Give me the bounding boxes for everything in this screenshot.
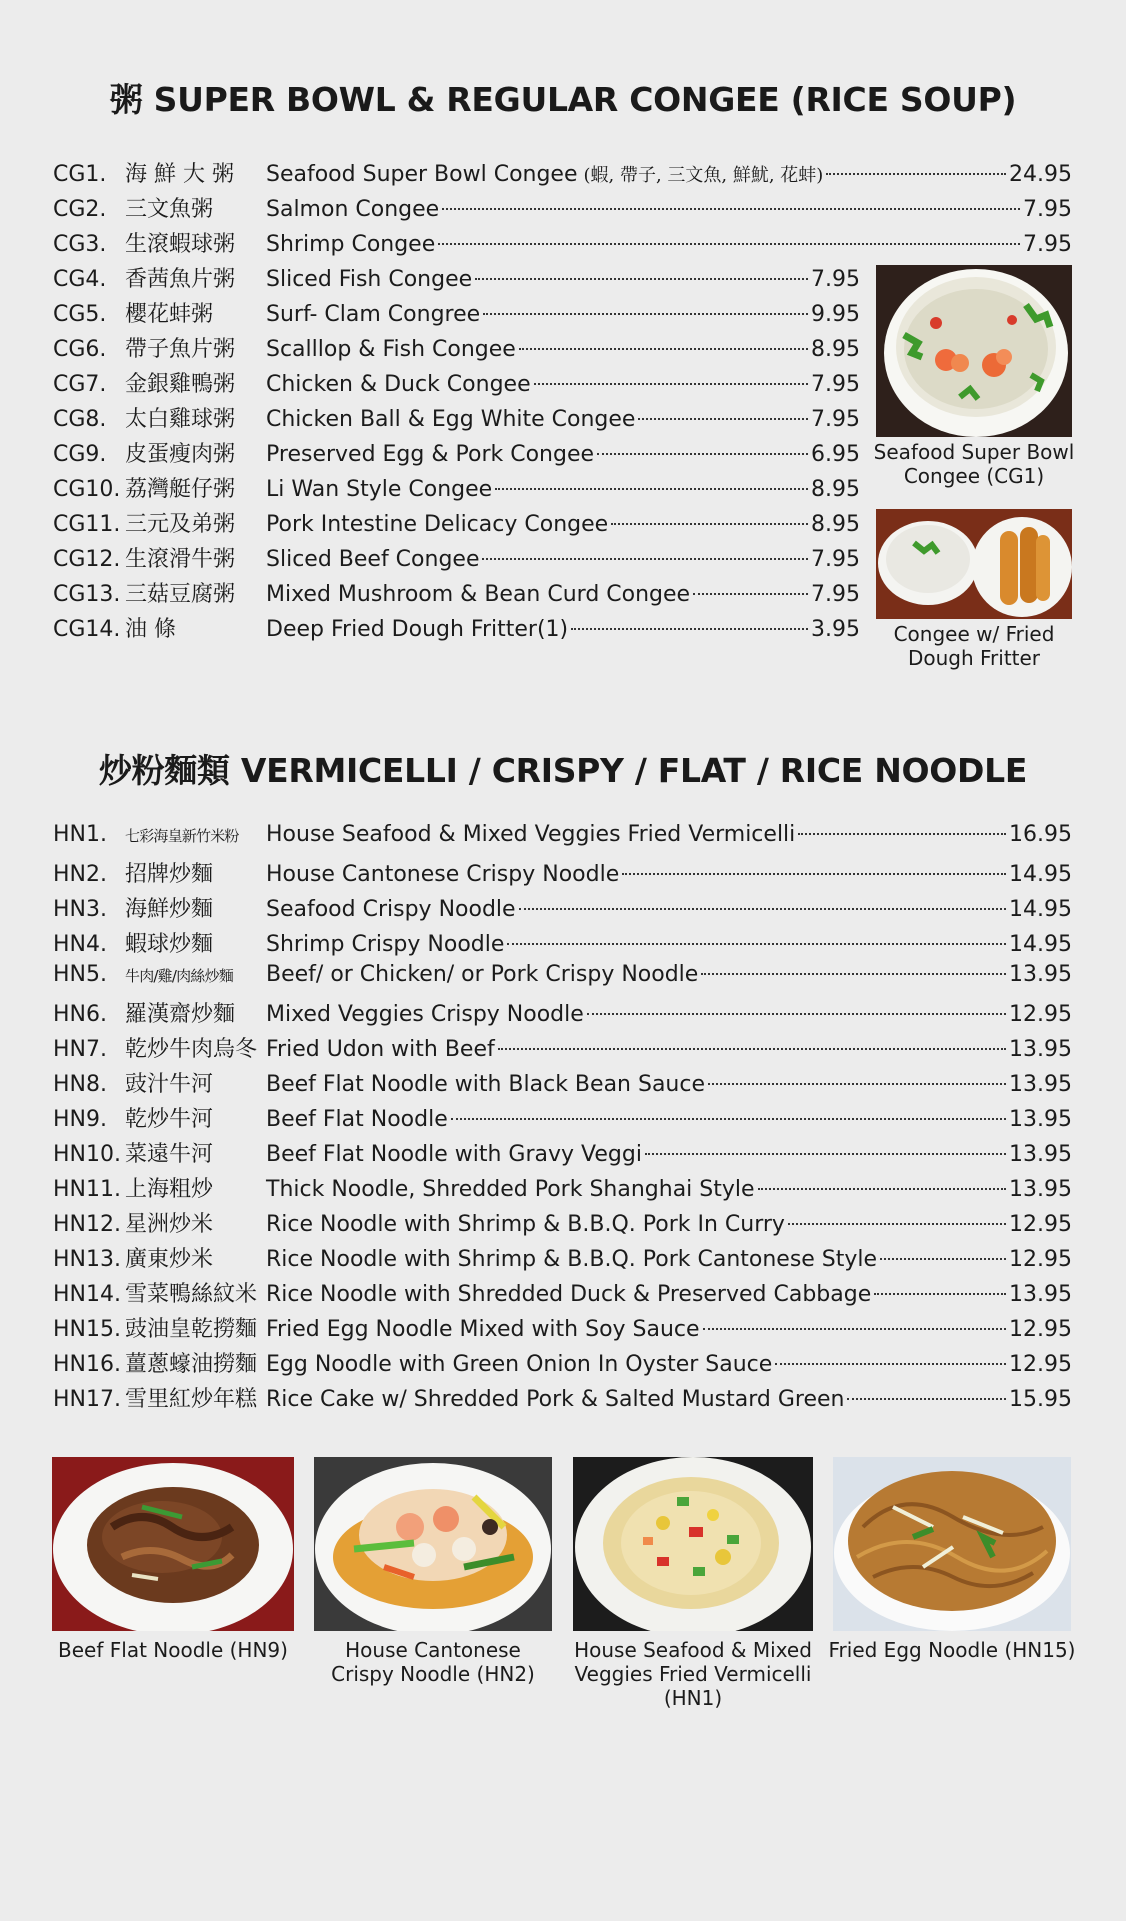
congee-fritter-caption: Congee w/ Fried Dough Fritter <box>893 622 1055 670</box>
item-code: HN14. <box>53 1282 121 1307</box>
item-price: 14.95 <box>1009 862 1072 887</box>
noodle-section-title: 炒粉麵類 VERMICELLI / CRISPY / FLAT / RICE NOODLE <box>98 751 1028 790</box>
item-price: 7.95 <box>811 372 860 397</box>
item-code: CG9. <box>53 442 107 467</box>
item-english-name: Pork Intestine Delicacy Congee <box>266 512 609 537</box>
menu-item-row <box>53 1347 1072 1377</box>
dot-leader <box>442 208 1020 210</box>
menu-item-row <box>53 1382 1072 1412</box>
item-price: 7.95 <box>811 547 860 572</box>
item-price: 24.95 <box>1009 162 1072 187</box>
menu-item-row <box>53 1137 1072 1167</box>
item-code: CG10. <box>53 477 121 502</box>
menu-item-row <box>53 367 860 397</box>
item-english-name: Egg Noodle with Green Onion In Oyster Sauce <box>266 1352 773 1377</box>
item-code: CG8. <box>53 407 107 432</box>
item-price: 3.95 <box>811 617 860 642</box>
item-price: 13.95 <box>1009 1072 1072 1097</box>
dot-leader <box>534 383 808 385</box>
menu-item-row <box>53 542 860 572</box>
item-english-name: Beef Flat Noodle with Gravy Veggi <box>266 1142 642 1167</box>
dot-leader <box>880 1258 1006 1260</box>
dot-leader <box>788 1223 1006 1225</box>
item-code: CG6. <box>53 337 107 362</box>
congee-fritter-photo <box>876 509 1072 619</box>
item-price: 8.95 <box>811 337 860 362</box>
item-code: CG7. <box>53 372 107 397</box>
item-code: HN8. <box>53 1072 107 1097</box>
item-code: HN10. <box>53 1142 121 1167</box>
menu-item-row <box>53 822 1072 852</box>
item-price: 14.95 <box>1009 932 1072 957</box>
item-code: HN12. <box>53 1212 121 1237</box>
dot-leader <box>438 243 1020 245</box>
item-price: 12.95 <box>1009 1002 1072 1027</box>
item-chinese-name: 薑蔥蠔油撈麵 <box>125 1352 258 1377</box>
item-chinese-name: 太白雞球粥 <box>125 407 236 432</box>
dot-leader <box>482 558 808 560</box>
menu-item-row <box>53 157 1072 187</box>
item-code: CG13. <box>53 582 121 607</box>
item-price: 6.95 <box>811 442 860 467</box>
item-price: 12.95 <box>1009 1212 1072 1237</box>
beef-flat-noodle-photo <box>52 1457 294 1631</box>
item-code: HN16. <box>53 1352 121 1377</box>
item-code: HN4. <box>53 932 107 957</box>
menu-item-row <box>53 192 1072 222</box>
item-english-name: Sliced Fish Congee <box>266 267 473 292</box>
congee-section-title: 粥 SUPER BOWL & REGULAR CONGEE (RICE SOUP) <box>109 80 1017 119</box>
item-price: 13.95 <box>1009 1177 1072 1202</box>
dot-leader <box>775 1363 1006 1365</box>
item-chinese-name: 乾炒牛河 <box>125 1107 214 1132</box>
item-english-name: Sliced Beef Congee <box>266 547 480 572</box>
dot-leader <box>826 173 1006 175</box>
dot-leader <box>475 278 808 280</box>
dot-leader <box>519 908 1006 910</box>
item-code: HN7. <box>53 1037 107 1062</box>
item-english-name: Fried Udon with Beef <box>266 1037 495 1062</box>
menu-item-row <box>53 1102 1072 1132</box>
item-price: 12.95 <box>1009 1247 1072 1272</box>
item-price: 13.95 <box>1009 1037 1072 1062</box>
item-price: 16.95 <box>1009 822 1072 847</box>
item-chinese-name: 櫻花蚌粥 <box>125 302 214 327</box>
item-code: CG1. <box>53 162 107 187</box>
item-english-name: Rice Noodle with Shrimp & B.B.Q. Pork In Curry <box>266 1212 785 1237</box>
item-code: HN13. <box>53 1247 121 1272</box>
item-chinese-name: 生滾滑牛粥 <box>125 547 236 572</box>
menu-item-row <box>53 1312 1072 1342</box>
item-price: 8.95 <box>811 477 860 502</box>
menu-item-row <box>53 612 860 642</box>
item-chinese-name: 乾炒牛肉烏冬 <box>125 1037 258 1062</box>
dot-leader <box>693 593 808 595</box>
item-english-name: Mixed Mushroom & Bean Curd Congee <box>266 582 691 607</box>
item-code: HN5. <box>53 962 107 987</box>
seafood-congee-photo <box>876 265 1072 437</box>
item-english-name: House Cantonese Crispy Noodle <box>266 862 620 887</box>
menu-item-row <box>53 1172 1072 1202</box>
item-english-name: Beef Flat Noodle <box>266 1107 448 1132</box>
item-english-name: Salmon Congee <box>266 197 440 222</box>
dot-leader <box>645 1153 1006 1155</box>
fried-egg-noodle-caption: Fried Egg Noodle (HN15) <box>828 1638 1076 1662</box>
item-price: 7.95 <box>811 582 860 607</box>
item-english-name: Shrimp Crispy Noodle <box>266 932 505 957</box>
menu-item-row <box>53 997 1072 1027</box>
item-chinese-name: 皮蛋瘦肉粥 <box>125 442 236 467</box>
item-chinese-name: 帶子魚片粥 <box>125 337 236 362</box>
item-english-name: Preserved Egg & Pork Congee <box>266 442 595 467</box>
menu-item-row <box>53 1067 1072 1097</box>
item-code: CG14. <box>53 617 121 642</box>
item-price: 13.95 <box>1009 1282 1072 1307</box>
item-price: 12.95 <box>1009 1317 1072 1342</box>
item-english-name: Deep Fried Dough Fritter(1) <box>266 617 569 642</box>
item-chinese-name: 金銀雞鴨粥 <box>125 372 236 397</box>
item-code: CG5. <box>53 302 107 327</box>
menu-item-row <box>53 437 860 467</box>
beef-flat-noodle-caption: Beef Flat Noodle (HN9) <box>58 1638 288 1662</box>
house-seafood-vermicelli-photo <box>573 1457 813 1631</box>
item-english-name: Beef Flat Noodle with Black Bean Sauce <box>266 1072 706 1097</box>
dot-leader <box>597 453 808 455</box>
item-chinese-name: 上海粗炒 <box>125 1177 214 1202</box>
item-code: CG3. <box>53 232 107 257</box>
item-english-name: Thick Noodle, Shredded Pork Shanghai Style <box>266 1177 755 1202</box>
item-english-name: Shrimp Congee <box>266 232 436 257</box>
item-chinese-name: 雪里紅炒年糕 <box>125 1387 258 1412</box>
item-chinese-name: 蝦球炒麵 <box>125 932 214 957</box>
menu-item-row <box>53 402 860 432</box>
item-chinese-name: 生滾蝦球粥 <box>125 232 236 257</box>
dot-leader <box>507 943 1006 945</box>
item-english-name: Rice Noodle with Shrimp & B.B.Q. Pork Cantonese Style <box>266 1247 878 1272</box>
dot-leader <box>519 348 808 350</box>
dot-leader <box>847 1398 1006 1400</box>
dot-leader <box>708 1083 1006 1085</box>
item-price: 8.95 <box>811 512 860 537</box>
item-chinese-name: 油 條 <box>125 617 176 642</box>
menu-item-row <box>53 962 1072 992</box>
item-note: (蝦, 帶子, 三文魚, 鮮魷, 花蚌) <box>583 165 824 186</box>
item-english-name: Rice Noodle with Shredded Duck & Preserved Cabbage <box>266 1282 872 1307</box>
menu-item-row <box>53 1032 1072 1062</box>
item-code: HN11. <box>53 1177 121 1202</box>
item-code: HN15. <box>53 1317 121 1342</box>
menu-item-row <box>53 857 1072 887</box>
item-price: 13.95 <box>1009 1107 1072 1132</box>
item-price: 12.95 <box>1009 1352 1072 1377</box>
item-english-name: Seafood Super Bowl Congee <box>266 162 578 187</box>
item-price: 9.95 <box>811 302 860 327</box>
item-chinese-name: 三元及弟粥 <box>125 512 236 537</box>
dot-leader <box>758 1188 1006 1190</box>
item-chinese-name: 三文魚粥 <box>125 197 214 222</box>
item-price: 7.95 <box>811 407 860 432</box>
item-chinese-name: 海 鮮 大 粥 <box>125 162 234 187</box>
item-english-name: Beef/ or Chicken/ or Pork Crispy Noodle <box>266 962 699 987</box>
item-price: 14.95 <box>1009 897 1072 922</box>
item-code: HN6. <box>53 1002 107 1027</box>
menu-item-row <box>53 1207 1072 1237</box>
item-code: CG2. <box>53 197 107 222</box>
dot-leader <box>798 833 1006 835</box>
item-chinese-name: 招牌炒麵 <box>125 862 214 887</box>
dot-leader <box>498 1048 1006 1050</box>
menu-item-row <box>53 507 860 537</box>
item-english-name: Fried Egg Noodle Mixed with Soy Sauce <box>266 1317 700 1342</box>
item-code: CG11. <box>53 512 121 537</box>
item-price: 7.95 <box>1023 197 1072 222</box>
item-chinese-name: 豉油皇乾撈麵 <box>125 1317 258 1342</box>
item-english-name: Scalllop & Fish Congee <box>266 337 516 362</box>
dot-leader <box>638 418 808 420</box>
item-english-name: Li Wan Style Congee <box>266 477 493 502</box>
menu-item-row <box>53 1277 1072 1307</box>
item-chinese-name: 荔灣艇仔粥 <box>125 477 236 502</box>
dot-leader <box>874 1293 1006 1295</box>
item-chinese-name: 牛肉/雞/肉絲炒麵 <box>125 967 233 985</box>
dot-leader <box>483 313 808 315</box>
dot-leader <box>622 873 1006 875</box>
menu-item-row <box>53 227 1072 257</box>
house-crispy-noodle-photo <box>314 1457 552 1631</box>
item-chinese-name: 廣東炒米 <box>125 1247 214 1272</box>
item-code: HN1. <box>53 822 107 847</box>
dot-leader <box>587 1013 1006 1015</box>
item-price: 15.95 <box>1009 1387 1072 1412</box>
item-code: HN9. <box>53 1107 107 1132</box>
item-code: HN3. <box>53 897 107 922</box>
house-crispy-noodle-caption: House Cantonese Crispy Noodle (HN2) <box>331 1638 535 1686</box>
item-english-name: Chicken & Duck Congee <box>266 372 531 397</box>
item-chinese-name: 三菇豆腐粥 <box>125 582 236 607</box>
menu-item-row <box>53 1242 1072 1272</box>
house-seafood-vermicelli-caption: House Seafood & Mixed Veggies Fried Vermicelli (HN1) <box>574 1638 812 1710</box>
item-price: 7.95 <box>1023 232 1072 257</box>
item-english-name: Mixed Veggies Crispy Noodle <box>266 1002 584 1027</box>
item-code: CG4. <box>53 267 107 292</box>
dot-leader <box>451 1118 1006 1120</box>
item-english-name: House Seafood & Mixed Veggies Fried Vermicelli <box>266 822 796 847</box>
menu-item-row <box>53 472 860 502</box>
item-code: CG12. <box>53 547 121 572</box>
item-english-name: Seafood Crispy Noodle <box>266 897 516 922</box>
item-code: HN17. <box>53 1387 121 1412</box>
dot-leader <box>703 1328 1006 1330</box>
item-english-name: Rice Cake w/ Shredded Pork & Salted Mustard Green <box>266 1387 845 1412</box>
item-english-name: Surf- Clam Congree <box>266 302 481 327</box>
menu-item-row <box>53 927 1072 957</box>
item-chinese-name: 菜遠牛河 <box>125 1142 214 1167</box>
menu-item-row <box>53 262 860 292</box>
dot-leader <box>571 628 808 630</box>
item-chinese-name: 七彩海皇新竹米粉 <box>125 827 239 845</box>
item-code: HN2. <box>53 862 107 887</box>
item-price: 13.95 <box>1009 1142 1072 1167</box>
dot-leader <box>495 488 808 490</box>
menu-item-row <box>53 892 1072 922</box>
seafood-congee-caption: Seafood Super Bowl Congee (CG1) <box>873 440 1075 488</box>
menu-item-row <box>53 332 860 362</box>
item-english-name: Chicken Ball & Egg White Congee <box>266 407 636 432</box>
item-chinese-name: 海鮮炒麵 <box>125 897 214 922</box>
item-chinese-name: 羅漢齋炒麵 <box>125 1002 236 1027</box>
dot-leader <box>701 973 1006 975</box>
menu-item-row <box>53 577 860 607</box>
item-chinese-name: 星洲炒米 <box>125 1212 214 1237</box>
menu-item-row <box>53 297 860 327</box>
item-chinese-name: 香茜魚片粥 <box>125 267 236 292</box>
item-chinese-name: 豉汁牛河 <box>125 1072 214 1097</box>
item-price: 7.95 <box>811 267 860 292</box>
item-chinese-name: 雪菜鴨絲紋米 <box>125 1282 258 1307</box>
dot-leader <box>611 523 808 525</box>
item-price: 13.95 <box>1009 962 1072 987</box>
fried-egg-noodle-photo <box>833 1457 1071 1631</box>
